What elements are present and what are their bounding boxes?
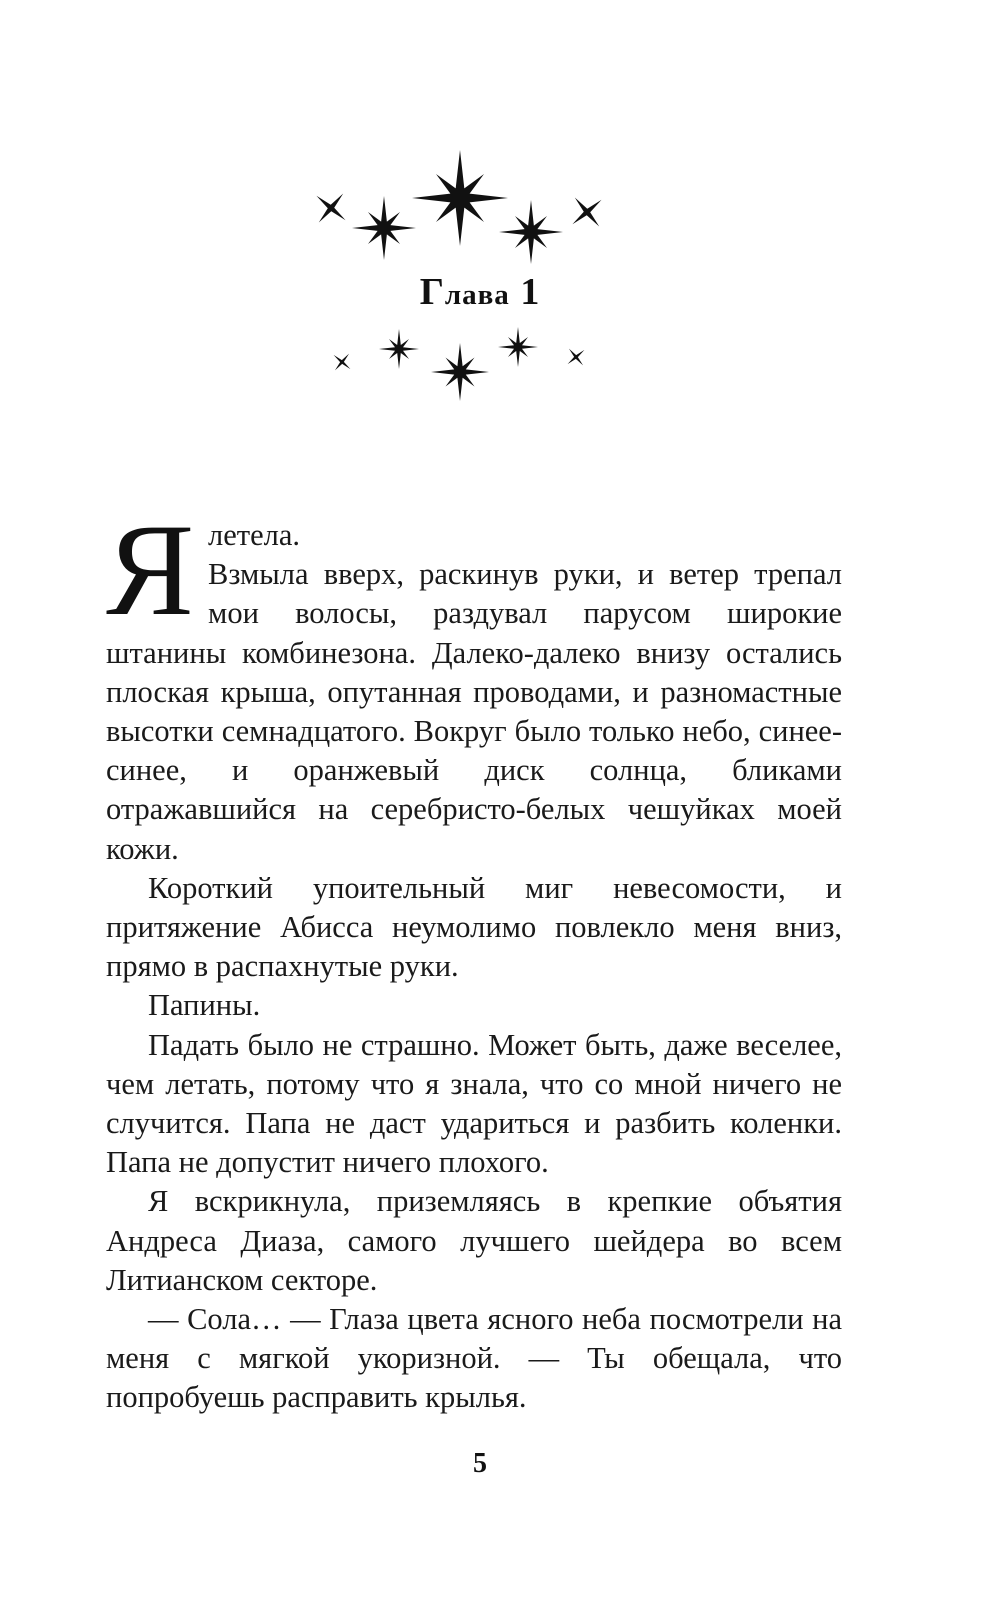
- star-icon: [431, 343, 489, 401]
- chapter-number: 1: [520, 271, 541, 313]
- chapter-title-initial: Г: [419, 271, 445, 313]
- paragraph: [106, 496, 842, 869]
- chapter-body: [106, 496, 842, 1418]
- star-icon: [379, 329, 419, 369]
- paragraph: Падать было не страшно. Может быть, даже веселее, чем летать, потому что я знала, что со мной ничего не случится. Папа не даст удариться и разбить коленки. Папа не допустит ничего плохого.: [106, 1027, 842, 1180]
- chapter-title: [0, 270, 960, 314]
- paragraph-text: летела.: [208, 518, 301, 552]
- drop-cap: Я: [106, 496, 195, 643]
- paragraph: — Сола… — Глаза цвета ясного неба посмотрели на меня с мягкой укоризной. — Ты обещала, что попробуешь расправить крылья.: [106, 1302, 842, 1415]
- star-icon: [352, 196, 416, 260]
- stars-ornament: [0, 0, 1000, 430]
- paragraph-text: Взмыла вверх, раскинув руки, и ветер трепал мои волосы, раздувал парусом широкие штанины комбинезона. Далеко-далеко внизу остались плоская крыша, опутанная проводами, и разномастные высотки семнадцатого. Вокруг было только небо, синее-синее, и оранжевый диск солнца, бликами отражавшийся на серебристо-белых чешуйках моей кожи.: [106, 557, 842, 866]
- star-icon: [304, 181, 358, 235]
- paragraph: Папины.: [148, 988, 261, 1023]
- star-icon: [499, 200, 563, 264]
- star-icon: [561, 342, 592, 373]
- chapter-title-rest: лава: [444, 279, 510, 311]
- star-icon: [412, 150, 508, 246]
- star-icon: [498, 327, 538, 367]
- star-icon: [327, 347, 358, 378]
- page-number: 5: [473, 1448, 487, 1479]
- paragraph: Короткий упоительный миг невесомости, и притяжение Абисса неумолимо повлекло меня вниз, прямо в распахнутые руки.: [106, 870, 842, 984]
- star-icon: [560, 185, 614, 239]
- paragraph: Я вскрикнула, приземляясь в крепкие объятия Андреса Диаза, самого лучшего шейдера во всем Литианском секторе.: [106, 1184, 842, 1297]
